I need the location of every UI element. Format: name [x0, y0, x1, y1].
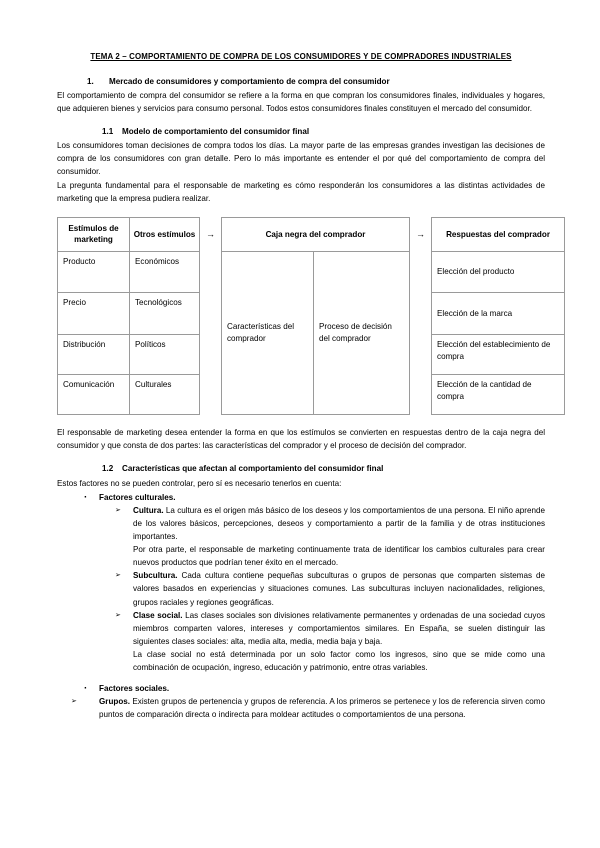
grupos-lead: Grupos. [99, 697, 131, 707]
cell-buyer-decision-process: Proceso de decisión del comprador [314, 252, 410, 415]
cell-stimulus-marketing-3: Comunicación [58, 375, 130, 415]
social-factors-label: Factores sociales. [99, 684, 170, 694]
cultura-text: La cultura es el origen más básico de los deseos y los comportamientos de una persona. El niño aprende de los valores básicos, percepciones, deseos y comportamiento a partir de la familia y de otras instituciones importantes. [133, 505, 545, 541]
cell-response-2: Elección del establecimiento de compra [432, 335, 565, 375]
section-1-title: Mercado de consumidores y comportamiento de compra del consumidor [109, 76, 390, 86]
list-item-subcultura [57, 569, 545, 608]
section-1-2-intro: Estos factores no se pueden controlar, pero sí es necesario tenerlos en cuenta: [57, 478, 342, 488]
cell-stimulus-marketing-1: Precio [58, 293, 130, 335]
section-1-heading [57, 76, 545, 88]
subcultura-lead: Subcultura. [133, 571, 178, 581]
cell-response-0: Elección del producto [432, 252, 565, 293]
cell-response-1: Elección de la marca [432, 293, 565, 335]
cell-stimulus-other-1: Tecnológicos [130, 293, 200, 335]
cell-stimulus-other-3: Culturales [130, 375, 200, 415]
arrow-right-icon-2: → [416, 228, 426, 239]
section-1-2-title: Características que afectan al comportamiento del consumidor final [122, 464, 384, 474]
paragraph-after-table: El responsable de marketing desea entender la forma en que los estímulos se convierten en respuestas dentro de la caja negra del consumidor y que consta de dos partes: las características del comprador y el proceso de decisión del comprador. [57, 428, 545, 451]
list-item-cultura [57, 504, 545, 570]
cell-response-3: Elección de la cantidad de compra [432, 375, 565, 415]
cultura-lead: Cultura. [133, 505, 164, 515]
cell-stimulus-other-0: Económicos [130, 252, 200, 293]
list-item-grupos [57, 695, 545, 721]
section-1-paragraph: El comportamiento de compra del consumidor se refiere a la forma en que compran los consumidores finales, individuales y hogares, que adquieren bienes y servicios para consumo personal. Todos estos consumidores finales constituyen el mercado del consumidor. [57, 90, 545, 113]
header-marketing-stimuli: Estímulos de marketing [58, 217, 130, 251]
arrow-column-spacer-2 [410, 252, 432, 415]
header-black-box: Caja negra del comprador [222, 217, 410, 251]
cell-stimulus-marketing-0: Producto [58, 252, 130, 293]
subcultura-text: Cada cultura contiene pequeñas subculturas o grupos de personas que comparten sistemas de valores basados en experiencias y situaciones comunes. Las subculturas incluyen nacionalidades, religiones, grupos raciales y regiones geográficas. [133, 571, 545, 607]
table-header-row [58, 217, 565, 251]
cell-stimulus-marketing-2: Distribución [58, 335, 130, 375]
list-item-cultural-factors [57, 491, 545, 504]
header-other-stimuli: Otros estímulos [130, 217, 200, 251]
clase-social-text: Las clases sociales son divisiones relativamente permanentes y ordenadas de una sociedad cuyos miembros comparten valores, intereses y comportamientos similares. En España, se suelen distinguir las siguientes clases sociales: alta, media alta, media, media baja y baja. [133, 610, 545, 646]
section-1-number: 1. [87, 76, 94, 86]
document-title: TEMA 2 – COMPORTAMIENTO DE COMPRA DE LOS CONSUMIDORES Y DE COMPRADORES INDUSTRIALES [90, 52, 512, 61]
clase-social-extra: La clase social no está determinada por un solo factor como los ingresos, sino que se mide como una combinación de ocupación, ingreso, educación y patrimonio, entre otras variables. [133, 649, 545, 673]
list-item-social-factors [57, 682, 545, 695]
grupos-text: Existen grupos de pertenencia y grupos de referencia. A los primeros se pertenece y los de referencia sirven como puntos de comparación directa o indirecta para moldear actitudes o comportamientos de una persona. [99, 697, 545, 720]
section-1-1-paragraph-1: Los consumidores toman decisiones de compra todos los días. La mayor parte de las empresas grandes investigan las decisiones de compra de los consumidores con gran detalle. Pero lo más importante es entender el por qué del comportamiento de compra del consumidor. [57, 141, 545, 177]
clase-social-lead: Clase social. [133, 610, 183, 620]
consumer-behavior-model-table [57, 217, 565, 415]
arrow-column-spacer-1 [200, 252, 222, 415]
list-item-clase-social [57, 609, 545, 675]
section-1-1-paragraph-2: La pregunta fundamental para el responsable de marketing es cómo responderán los consumidores a las distintas actividades de marketing que la empresa pudiera realizar. [57, 180, 545, 203]
header-buyer-responses: Respuestas del comprador [432, 217, 565, 251]
arrow-right-icon-1: → [206, 228, 215, 239]
factors-list [57, 491, 545, 675]
section-1-1-number: 1.1 [102, 127, 114, 137]
social-factors-list [57, 682, 545, 721]
section-1-2-heading [57, 463, 545, 475]
cultural-factors-label: Factores culturales. [99, 492, 176, 502]
section-1-2-number: 1.2 [102, 464, 114, 474]
table-row [58, 252, 565, 293]
section-1-1-title: Modelo de comportamiento del consumidor final [122, 127, 310, 137]
cell-stimulus-other-2: Políticos [130, 335, 200, 375]
section-1-1-heading [57, 126, 545, 138]
cultura-extra: Por otra parte, el responsable de marketing continuamente trata de identificar los cambios culturales para crear nuevos productos que podrían tener éxito en el mercado. [133, 545, 545, 568]
cell-buyer-characteristics: Características del comprador [222, 252, 314, 415]
